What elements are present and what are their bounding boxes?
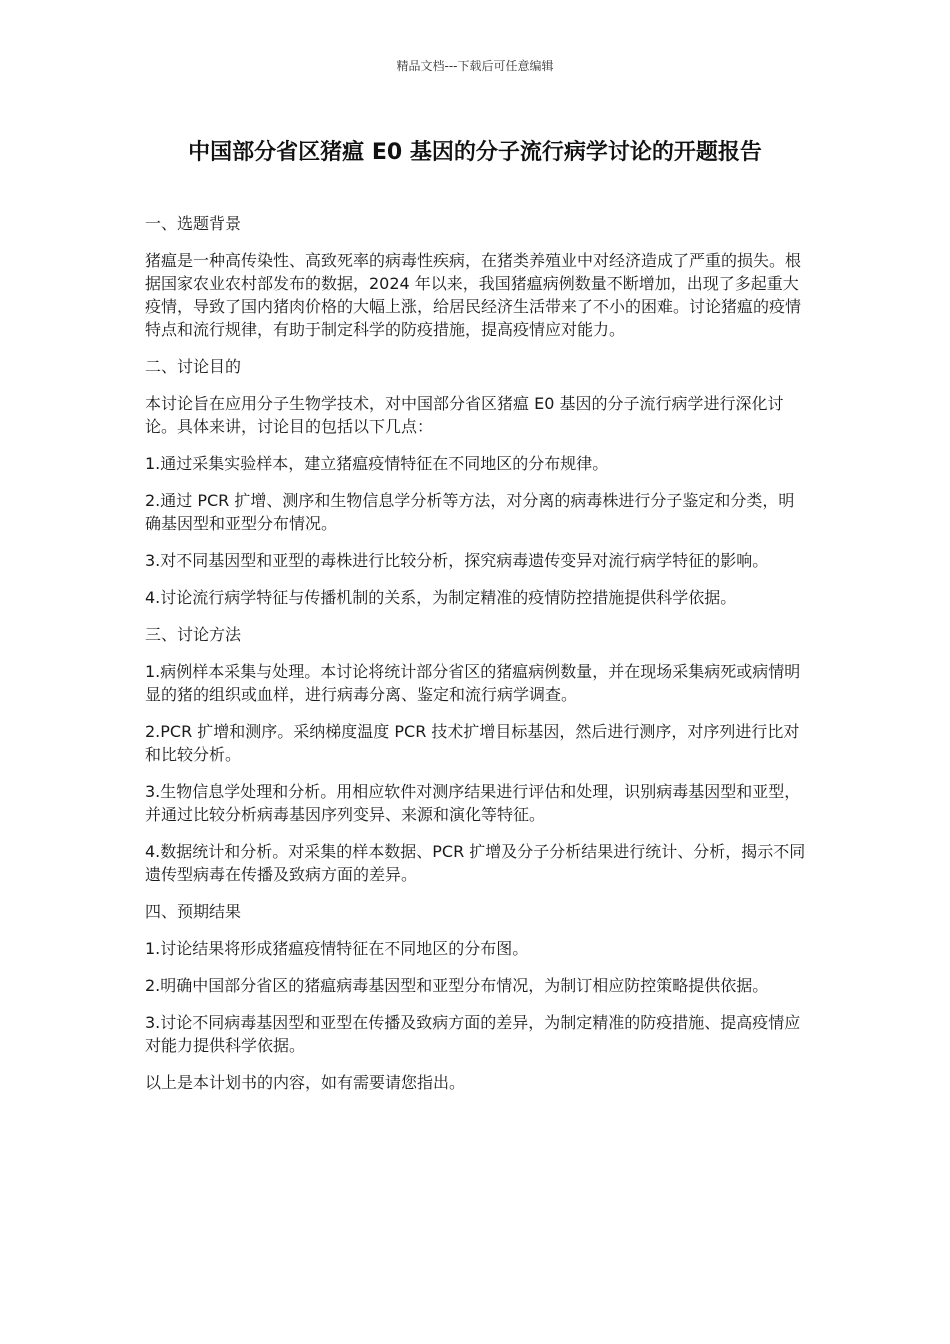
section-heading-purpose: 二、讨论目的 [145,357,242,376]
methods-item: 3.生物信息学处理和分析。用相应软件对测序结果进行评估和处理，识别病毒基因型和亚型，并通过比较分析病毒基因序列变异、来源和演化等特征。 [145,782,801,824]
purpose-item: 4.讨论流行病学特征与传播机制的关系，为制定精准的疫情防控措施提供科学依据。 [145,588,737,607]
document-body [145,212,807,1108]
methods-item: 4.数据统计和分析。对采集的样本数据、PCR 扩增及分子分析结果进行统计、分析，揭示不同遗传型病毒在传播及致病方面的差异。 [145,842,806,884]
purpose-item: 2.通过 PCR 扩增、测序和生物信息学分析等方法，对分离的病毒株进行分子鉴定和分类，明确基因型和亚型分布情况。 [145,491,795,533]
methods-item: 1.病例样本采集与处理。本讨论将统计部分省区的猪瘟病例数量，并在现场采集病死或病情明显的猪的组织或血样，进行病毒分离、鉴定和流行病学调查。 [145,662,801,704]
document-title: 中国部分省区猪瘟 E0 基因的分子流行病学讨论的开题报告 [188,140,762,165]
closing-paragraph: 以上是本计划书的内容，如有需要请您指出。 [145,1073,466,1092]
header-note: 精品文档---下载后可任意编辑 [396,59,554,73]
purpose-intro-paragraph: 本讨论旨在应用分子生物学技术，对中国部分省区猪瘟 E0 基因的分子流行病学进行深化讨论。具体来讲，讨论目的包括以下几点： [145,394,784,436]
section-heading-methods: 三、讨论方法 [145,625,242,644]
results-item: 2.明确中国部分省区的猪瘟病毒基因型和亚型分布情况，为制订相应防控策略提供依据。 [145,976,769,995]
section-heading-background: 一、选题背景 [145,214,242,233]
purpose-item: 3.对不同基因型和亚型的毒株进行比较分析，探究病毒遗传变异对流行病学特征的影响。 [145,551,769,570]
results-item: 1.讨论结果将形成猪瘟疫情特征在不同地区的分布图。 [145,939,529,958]
results-item: 3.讨论不同病毒基因型和亚型在传播及致病方面的差异，为制定精准的防疫措施、提高疫情应对能力提供科学依据。 [145,1013,801,1055]
purpose-item: 1.通过采集实验样本，建立猪瘟疫情特征在不同地区的分布规律。 [145,454,609,473]
methods-item: 2.PCR 扩增和测序。采纳梯度温度 PCR 技术扩增目标基因，然后进行测序，对序列进行比对和比较分析。 [145,722,800,764]
background-paragraph: 猪瘟是一种高传染性、高致死率的病毒性疾病，在猪类养殖业中对经济造成了严重的损失。根据国家农业农村部发布的数据，2024 年以来，我国猪瘟病例数量不断增加，出现了多起重大疫情，导致了国内猪肉价格的大幅上涨，给居民经济生活带来了不小的困难。讨论猪瘟的疫情特点和流行规律，有助于制定科学的防疫措施，提高疫情应对能力。 [145,251,802,339]
section-heading-results: 四、预期结果 [145,902,242,921]
